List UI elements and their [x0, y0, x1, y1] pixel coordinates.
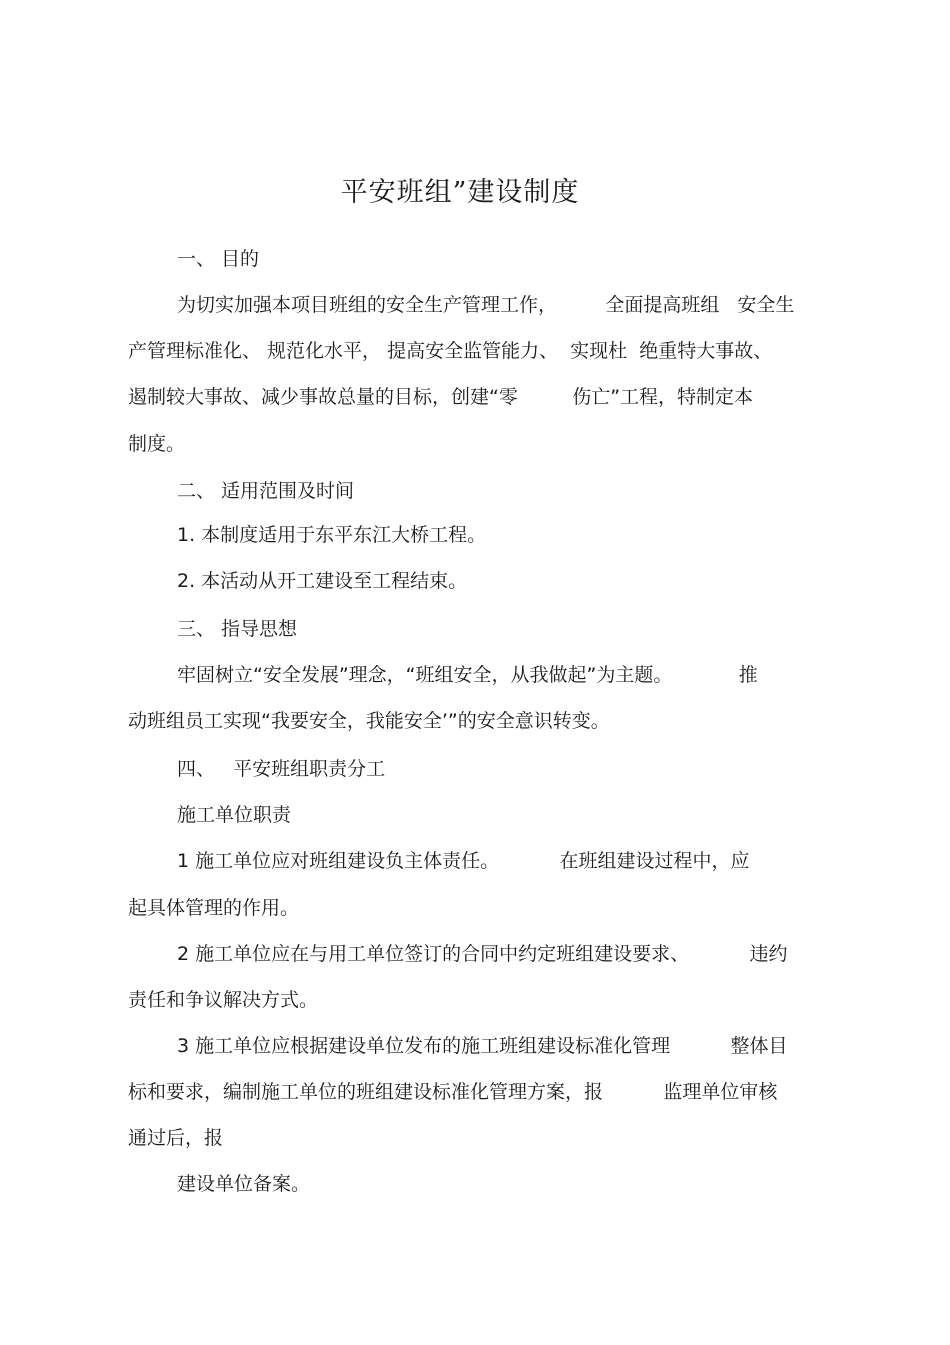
- section-heading-guidance: 三、 指导思想: [177, 618, 298, 640]
- paragraph-line: 3 施工单位应根据建设单位发布的施工班组建设标准化管理 整体目: [177, 1035, 788, 1057]
- section-heading-duties: 四、 平安班组职责分工: [177, 758, 386, 780]
- paragraph-line: 起具体管理的作用。: [128, 897, 300, 919]
- paragraph-line: 标和要求，编制施工单位的班组建设标准化管理方案，报 监理单位审核: [128, 1081, 778, 1103]
- paragraph-line: 制度。: [128, 433, 186, 455]
- document-title: 平安班组”建设制度: [340, 177, 580, 208]
- section-heading-scope: 二、 适用范围及时间: [177, 480, 355, 502]
- list-item: 2. 本活动从开工建设至工程结束。: [177, 570, 468, 592]
- paragraph-line: 通过后，报: [128, 1127, 224, 1149]
- paragraph-line: 责任和争议解决方式。: [128, 989, 319, 1011]
- paragraph-line: 牢固树立“安全发展”理念，“班组安全，从我做起”为主题。 推: [177, 664, 758, 686]
- section-heading-purpose: 一、 目的: [177, 248, 260, 270]
- paragraph-line: 1 施工单位应对班组建设负主体责任。 在班组建设过程中，应: [177, 850, 750, 872]
- paragraph-line: 2 施工单位应在与用工单位签订的合同中约定班组建设要求、 违约: [177, 943, 788, 965]
- paragraph-line: 为切实加强本项目班组的安全生产管理工作， 全面提高班组 安全生: [177, 294, 795, 316]
- paragraph-line: 遏制较大事故、减少事故总量的目标，创建“零 伤亡”工程，特制定本: [128, 386, 754, 408]
- subheading: 施工单位职责: [177, 804, 292, 826]
- paragraph-line: 建设单位备案。: [177, 1173, 311, 1195]
- list-item: 1. 本制度适用于东平东江大桥工程。: [177, 524, 487, 546]
- paragraph-line: 产管理标准化、 规范化水平， 提高安全监管能力、 实现杜 绝重特大事故、: [128, 340, 773, 362]
- paragraph-line: 动班组员工实现“我要安全，我能安全’”的安全意识转变。: [128, 710, 610, 732]
